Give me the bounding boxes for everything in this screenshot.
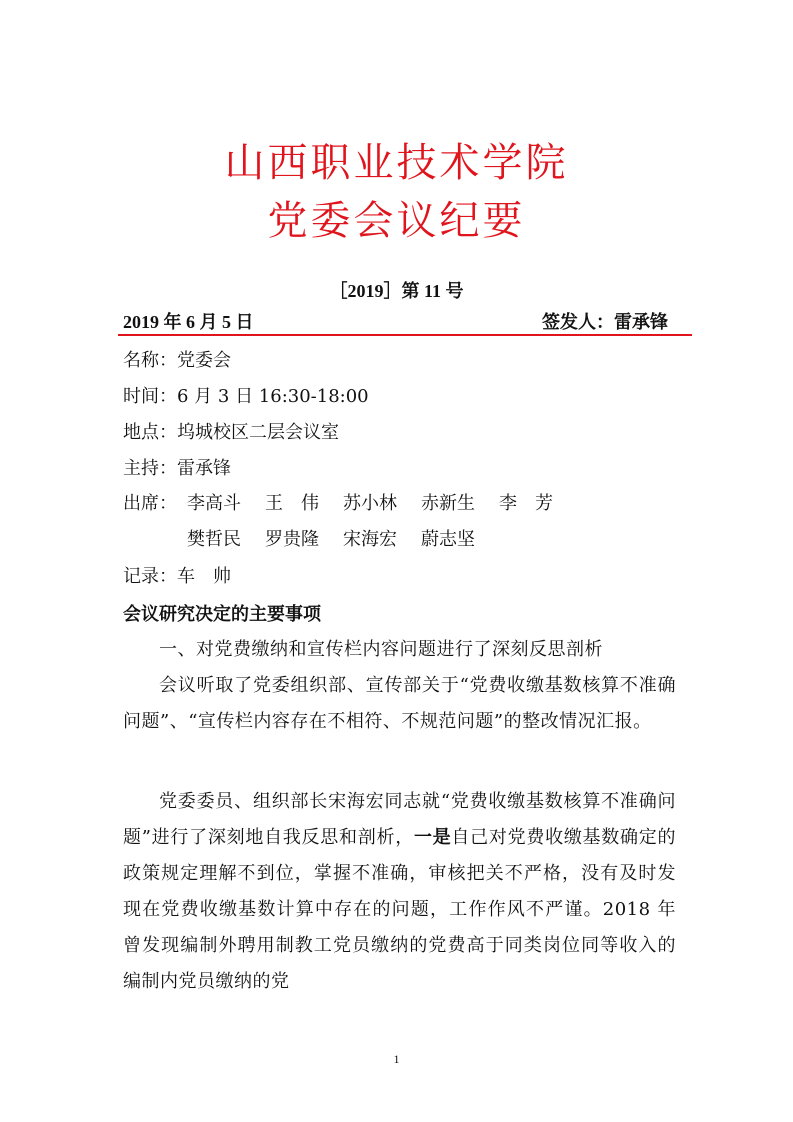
attendee: 李高斗	[187, 493, 241, 514]
red-divider	[118, 334, 692, 336]
attendee: 王 伟	[265, 493, 319, 514]
paragraph-2-emphasis: 一是	[413, 827, 452, 848]
date-line	[123, 308, 668, 332]
attendee: 罗贵隆	[265, 529, 319, 550]
attendee: 苏小林	[343, 493, 397, 514]
attendees-row	[187, 492, 707, 528]
attendees-names	[187, 492, 707, 564]
recorder: 记录：车 帅	[123, 566, 231, 587]
section-1-title: 一、对党费缴纳和宣传栏内容问题进行了深刻反思剖析	[159, 639, 603, 660]
attendee: 宋海宏	[343, 529, 397, 550]
attendee: 樊哲民	[187, 529, 241, 550]
meeting-time: 时间：6 月 3 日 16:30-18:00	[123, 386, 369, 407]
document-title-line2: 党委会议纪要	[267, 198, 526, 244]
paragraph-1: 会议听取了党委组织部、宣传部关于“党费收缴基数核算不准确问题”、“宣传栏内容存在不相符、不规范问题”的整改情况汇报。	[123, 675, 676, 732]
attendee: 李 芳	[499, 493, 553, 514]
paragraph-2	[123, 784, 676, 1000]
paragraph-2-start: 党委委员、组织部长宋海宏同志就“党费收缴基数核算不准确问题”进行了深刻地自我反思和剖析，	[123, 791, 676, 848]
meeting-place: 地点：坞城校区二层会议室	[123, 422, 339, 443]
attendee: 蔚志坚	[421, 529, 475, 550]
meeting-host: 主持：雷承锋	[123, 458, 231, 479]
issue-date: 2019 年 6 月 5 日	[123, 312, 254, 332]
document-title-line1: 山西职业技术学院	[224, 140, 569, 186]
page-number: 1	[393, 1052, 400, 1066]
attendees-label: 出席：	[123, 493, 177, 514]
section-heading: 会议研究决定的主要事项	[123, 604, 321, 625]
paragraph-2-rest: 自己对党费收缴基数确定的政策规定理解不到位，掌握不准确，审核把关不严格，没有及时发现在党费收缴基数计算中存在的问题，工作作风不严谨。2018 年曾发现编制外聘用制教工党员缴纳的党费高于同类岗位同等收入的编制内党员缴纳的党	[123, 827, 676, 992]
attendees-row	[187, 528, 707, 564]
signer: 签发人：雷承锋	[542, 312, 668, 332]
attendee: 赤新生	[421, 493, 475, 514]
document-number: ［2019］第 11 号	[329, 281, 464, 301]
meeting-name: 名称：党委会	[123, 350, 231, 371]
